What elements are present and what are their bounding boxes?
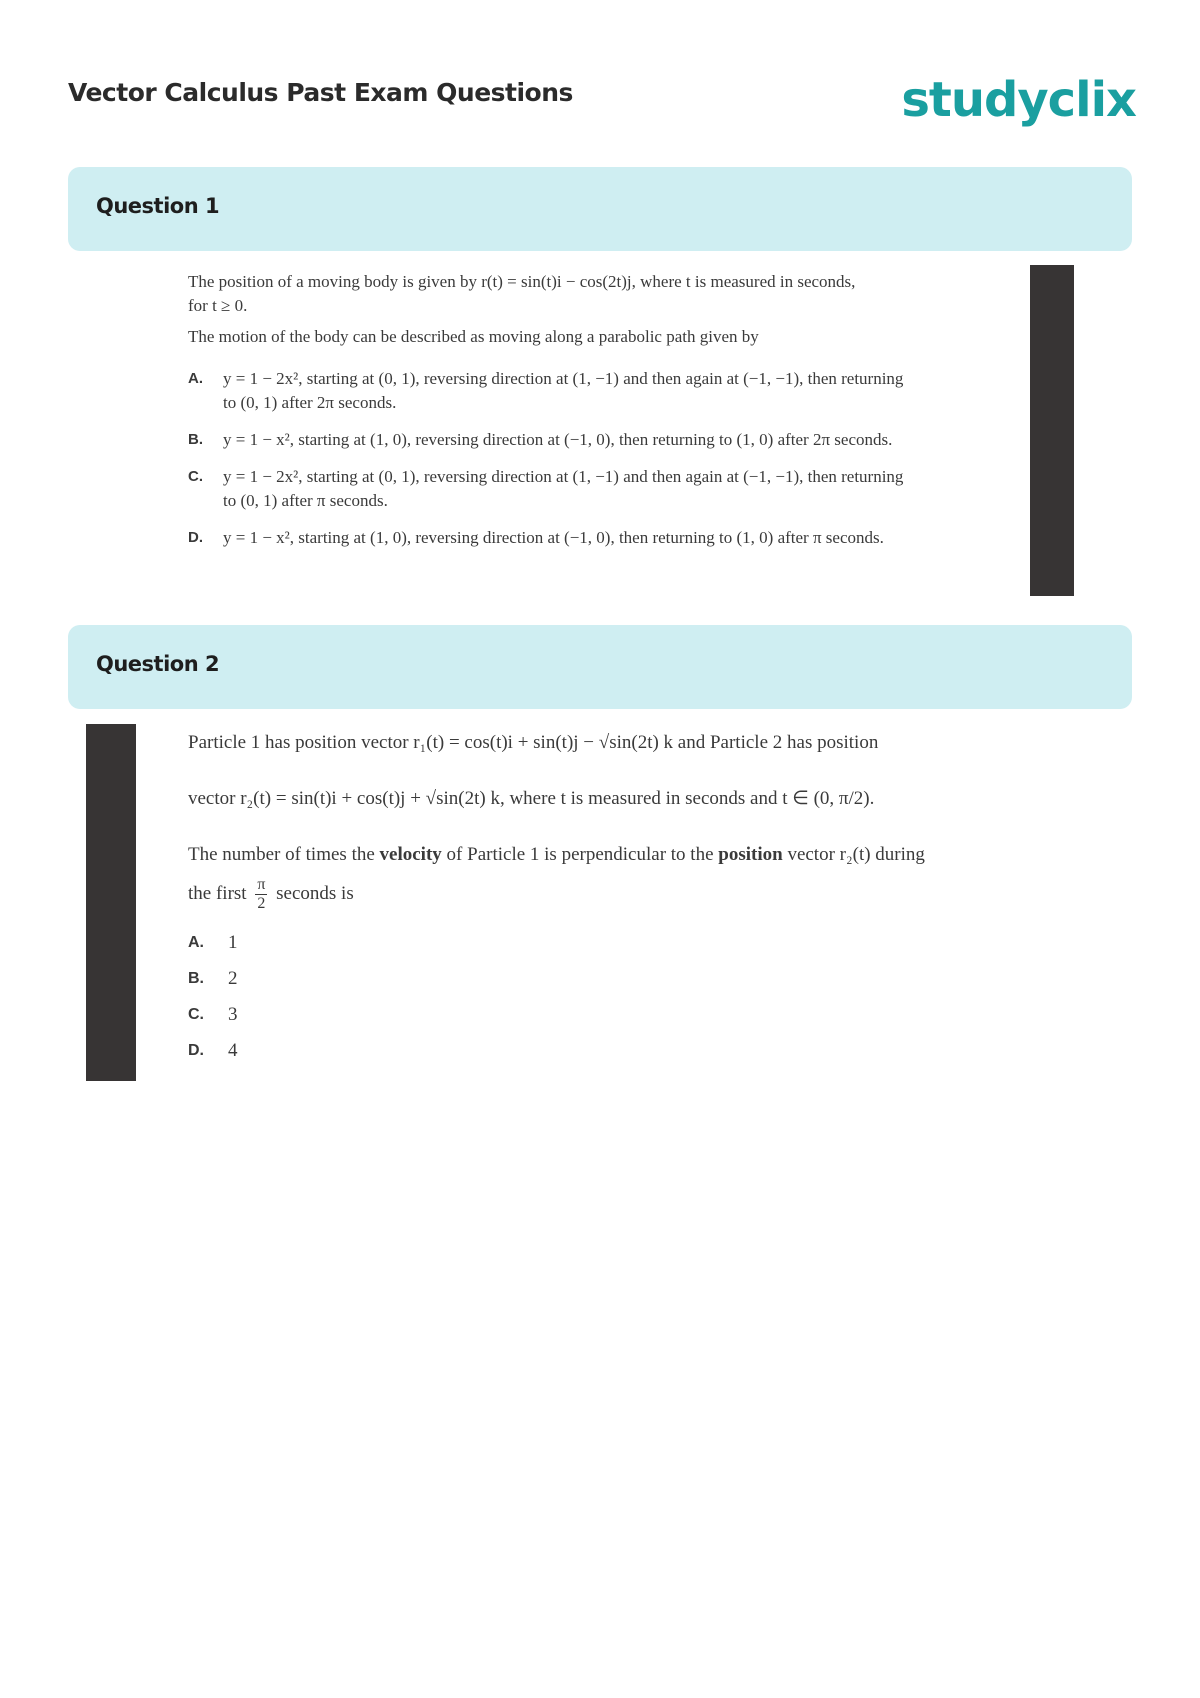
option-text: 2 xyxy=(228,968,238,989)
question-2-heading: Question 2 xyxy=(96,652,220,676)
option-letter: B. xyxy=(188,970,204,987)
option-text-continued: to (0, 1) after 2π seconds. xyxy=(223,393,397,412)
stem-bold-position: position xyxy=(718,844,783,865)
studyclix-logo: studyclix xyxy=(901,72,1136,128)
option-letter: C. xyxy=(188,468,203,485)
question-1-heading: Question 1 xyxy=(96,194,220,218)
option-letter: C. xyxy=(188,1006,204,1023)
stem-text: the first xyxy=(188,882,247,904)
option-text: y = 1 − 2x², starting at (0, 1), reversing direction at (1, −1) and then again at (−1, −1), then returning xyxy=(223,467,904,486)
option-text: 1 xyxy=(228,932,238,953)
option-text: 4 xyxy=(228,1040,238,1061)
option-letter: D. xyxy=(188,1042,204,1059)
question-2-stem-line-3 xyxy=(188,842,925,868)
option-text: 3 xyxy=(228,1004,238,1025)
page-title: Vector Calculus Past Exam Questions xyxy=(68,78,573,107)
question-2-stem-line-2: vector r₂(t) = sin(t)i + cos(t)j + √sin(2t) k, where t is measured in seconds and t ∈ (0, π/2). xyxy=(188,788,875,809)
fraction-numerator: π xyxy=(257,876,266,893)
option-letter: D. xyxy=(188,529,203,546)
stem-text: The number of times the xyxy=(188,844,380,865)
option-text: y = 1 − 2x², starting at (0, 1), reversing direction at (1, −1) and then again at (−1, −1), then returning xyxy=(223,369,904,388)
fraction-denominator: 2 xyxy=(257,895,266,912)
question-1-stem-line-2: for t ≥ 0. xyxy=(188,296,248,315)
option-text: y = 1 − x², starting at (1, 0), reversing direction at (−1, 0), then returning to (1, 0) after π seconds. xyxy=(223,528,884,547)
stem-bold-velocity: velocity xyxy=(379,844,442,865)
option-text: y = 1 − x², starting at (1, 0), reversing direction at (−1, 0), then returning to (1, 0) after 2π seconds. xyxy=(223,430,893,449)
question-1-banner xyxy=(68,167,1132,251)
question-1-side-bar xyxy=(1030,265,1074,596)
question-1-stem-line-3: The motion of the body can be described as moving along a parabolic path given by xyxy=(188,327,759,346)
pi-over-2-fraction xyxy=(255,876,267,913)
question-2-banner xyxy=(68,625,1132,709)
stem-text: seconds is xyxy=(276,882,354,904)
stem-text: vector r₂(t) during xyxy=(782,844,925,865)
question-1-stem-line-1: The position of a moving body is given by r(t) = sin(t)i − cos(2t)j, where t is measured in seconds, xyxy=(188,272,856,291)
option-text-continued: to (0, 1) after π seconds. xyxy=(223,491,388,510)
option-letter: A. xyxy=(188,934,204,951)
question-2-stem-line-1: Particle 1 has position vector r₁(t) = cos(t)i + sin(t)j − √sin(2t) k and Particle 2 has position xyxy=(188,732,879,753)
option-letter: B. xyxy=(188,431,203,448)
option-letter: A. xyxy=(188,370,203,387)
stem-text: of Particle 1 is perpendicular to the xyxy=(441,844,719,865)
question-2-stem-line-4 xyxy=(188,876,354,913)
question-2-side-bar xyxy=(86,724,136,1081)
